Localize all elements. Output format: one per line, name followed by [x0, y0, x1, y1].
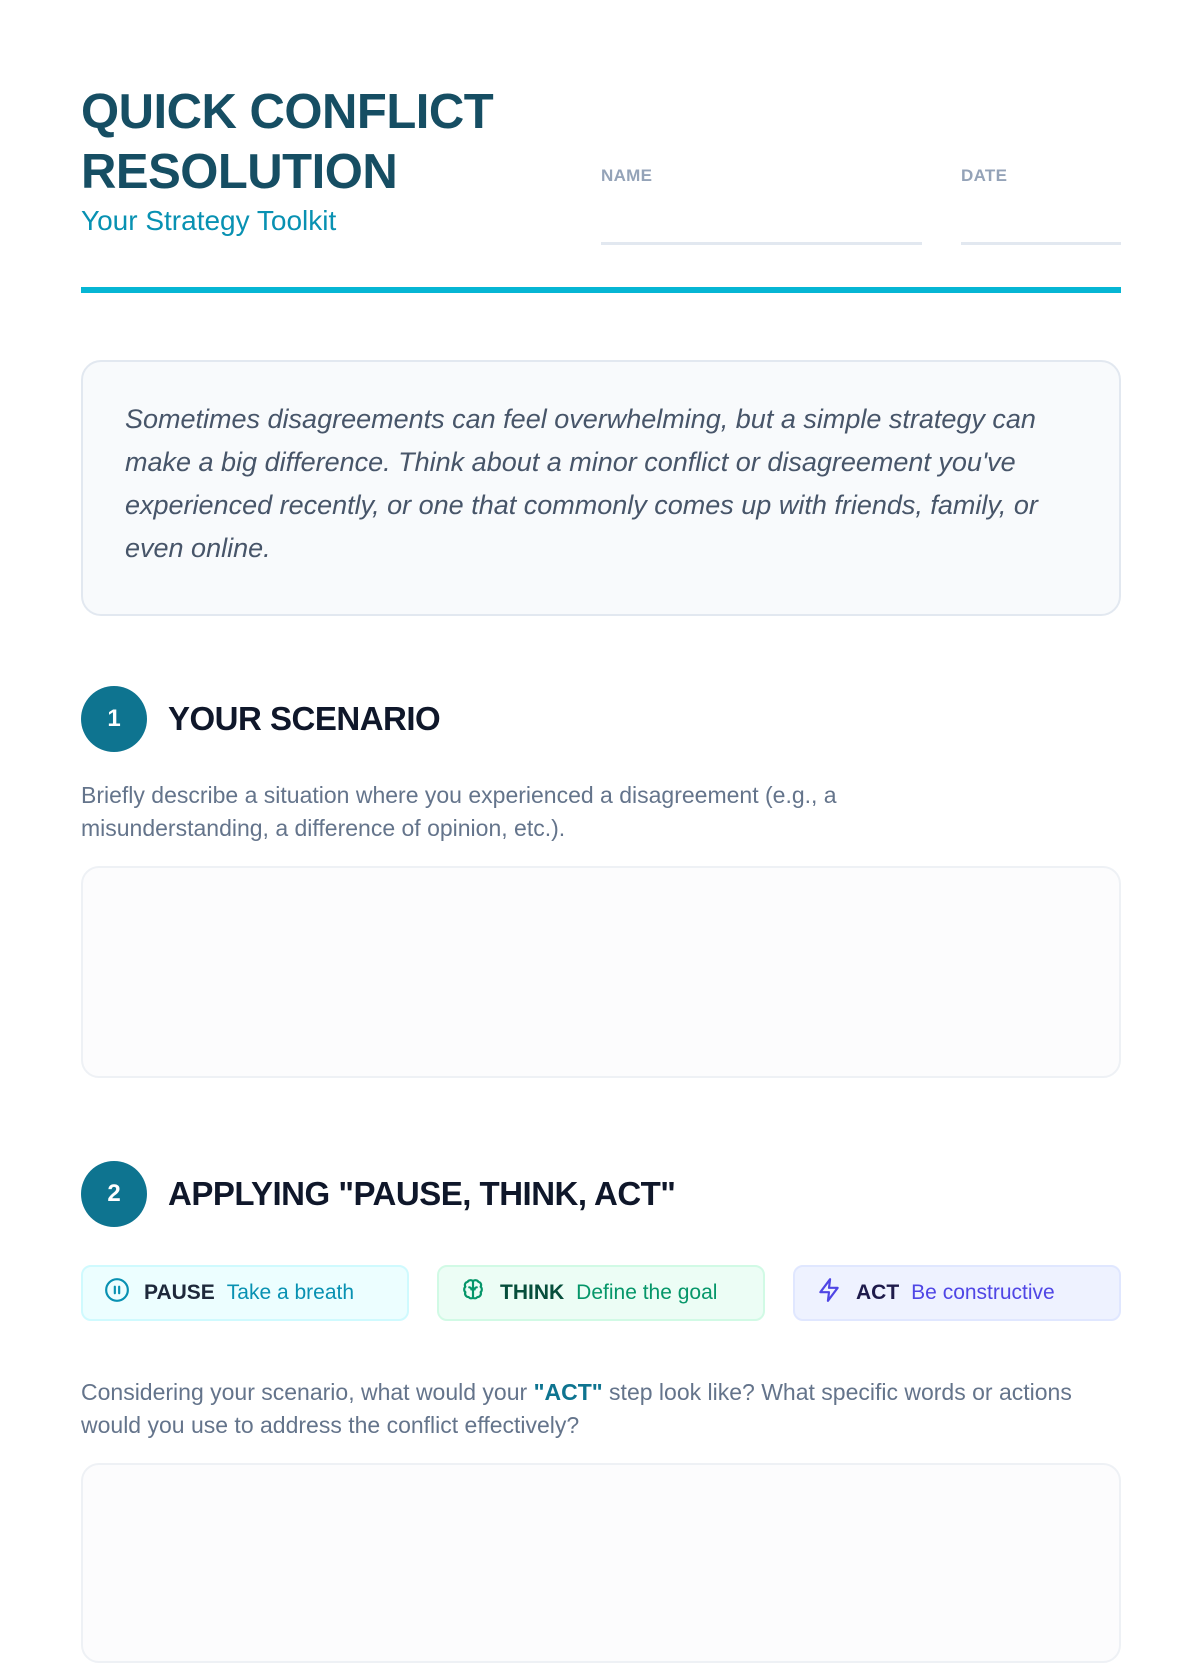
step-act-desc: Be constructive: [911, 1281, 1055, 1304]
header: [81, 0, 1121, 296]
section-1-title: YOUR SCENARIO: [168, 700, 441, 737]
scenario-answer-box[interactable]: [81, 866, 1121, 1078]
section-1-number-badge: 1: [81, 686, 147, 752]
name-underline[interactable]: [601, 242, 922, 245]
title-line-1: QUICK CONFLICT: [81, 85, 494, 139]
section-2-prompt-before: Considering your scenario, what would your: [81, 1379, 534, 1405]
step-pause-name: PAUSE: [144, 1281, 215, 1304]
section-1-prompt: Briefly describe a situation where you experienced a disagreement (e.g., a misunderstanding, a difference of opinion, etc.).: [81, 782, 837, 841]
act-step-answer-box[interactable]: [81, 1463, 1121, 1663]
step-think-name: THINK: [500, 1281, 565, 1304]
step-pause-chip: [81, 1265, 409, 1321]
title-line-2: RESOLUTION: [81, 145, 398, 199]
step-think-chip: [437, 1265, 765, 1321]
brain-icon: [460, 1277, 486, 1309]
step-act-name: ACT: [856, 1281, 900, 1304]
section-2-prompt: [81, 1376, 1121, 1442]
step-think-desc: Define the goal: [576, 1281, 718, 1304]
page-subtitle: Your Strategy Toolkit: [81, 205, 337, 236]
section-2-number-badge: 2: [81, 1161, 147, 1227]
header-divider: [81, 287, 1121, 293]
name-label: NAME: [601, 166, 653, 185]
section-2-heading: [81, 1161, 675, 1227]
pause-circle-icon: [104, 1277, 130, 1309]
worksheet-page: [81, 0, 1121, 1438]
date-underline[interactable]: [961, 242, 1121, 245]
steps-row: [81, 1265, 1121, 1321]
page-title: [81, 82, 493, 202]
step-pause-desc: Take a breath: [226, 1281, 355, 1304]
date-label: DATE: [961, 166, 1008, 185]
section-2-prompt-after: step look like? What specific words or actions would you use to address the conflict effectively?: [81, 1379, 1072, 1438]
section-1-heading: [81, 686, 440, 752]
lightning-icon: [816, 1277, 842, 1309]
intro-text: Sometimes disagreements can feel overwhelming, but a simple strategy can make a big difference. Think about a minor conflict or disagreement you've experienced recently, or one that commonly comes up with friends, family, or even online.: [125, 404, 1038, 563]
step-act-chip: [793, 1265, 1121, 1321]
name-field[interactable]: [601, 166, 652, 186]
section-2-title: APPLYING "PAUSE, THINK, ACT": [168, 1175, 676, 1212]
section-2-prompt-highlight: "ACT": [533, 1379, 603, 1405]
date-field[interactable]: [961, 166, 1007, 186]
intro-card: [81, 360, 1121, 616]
